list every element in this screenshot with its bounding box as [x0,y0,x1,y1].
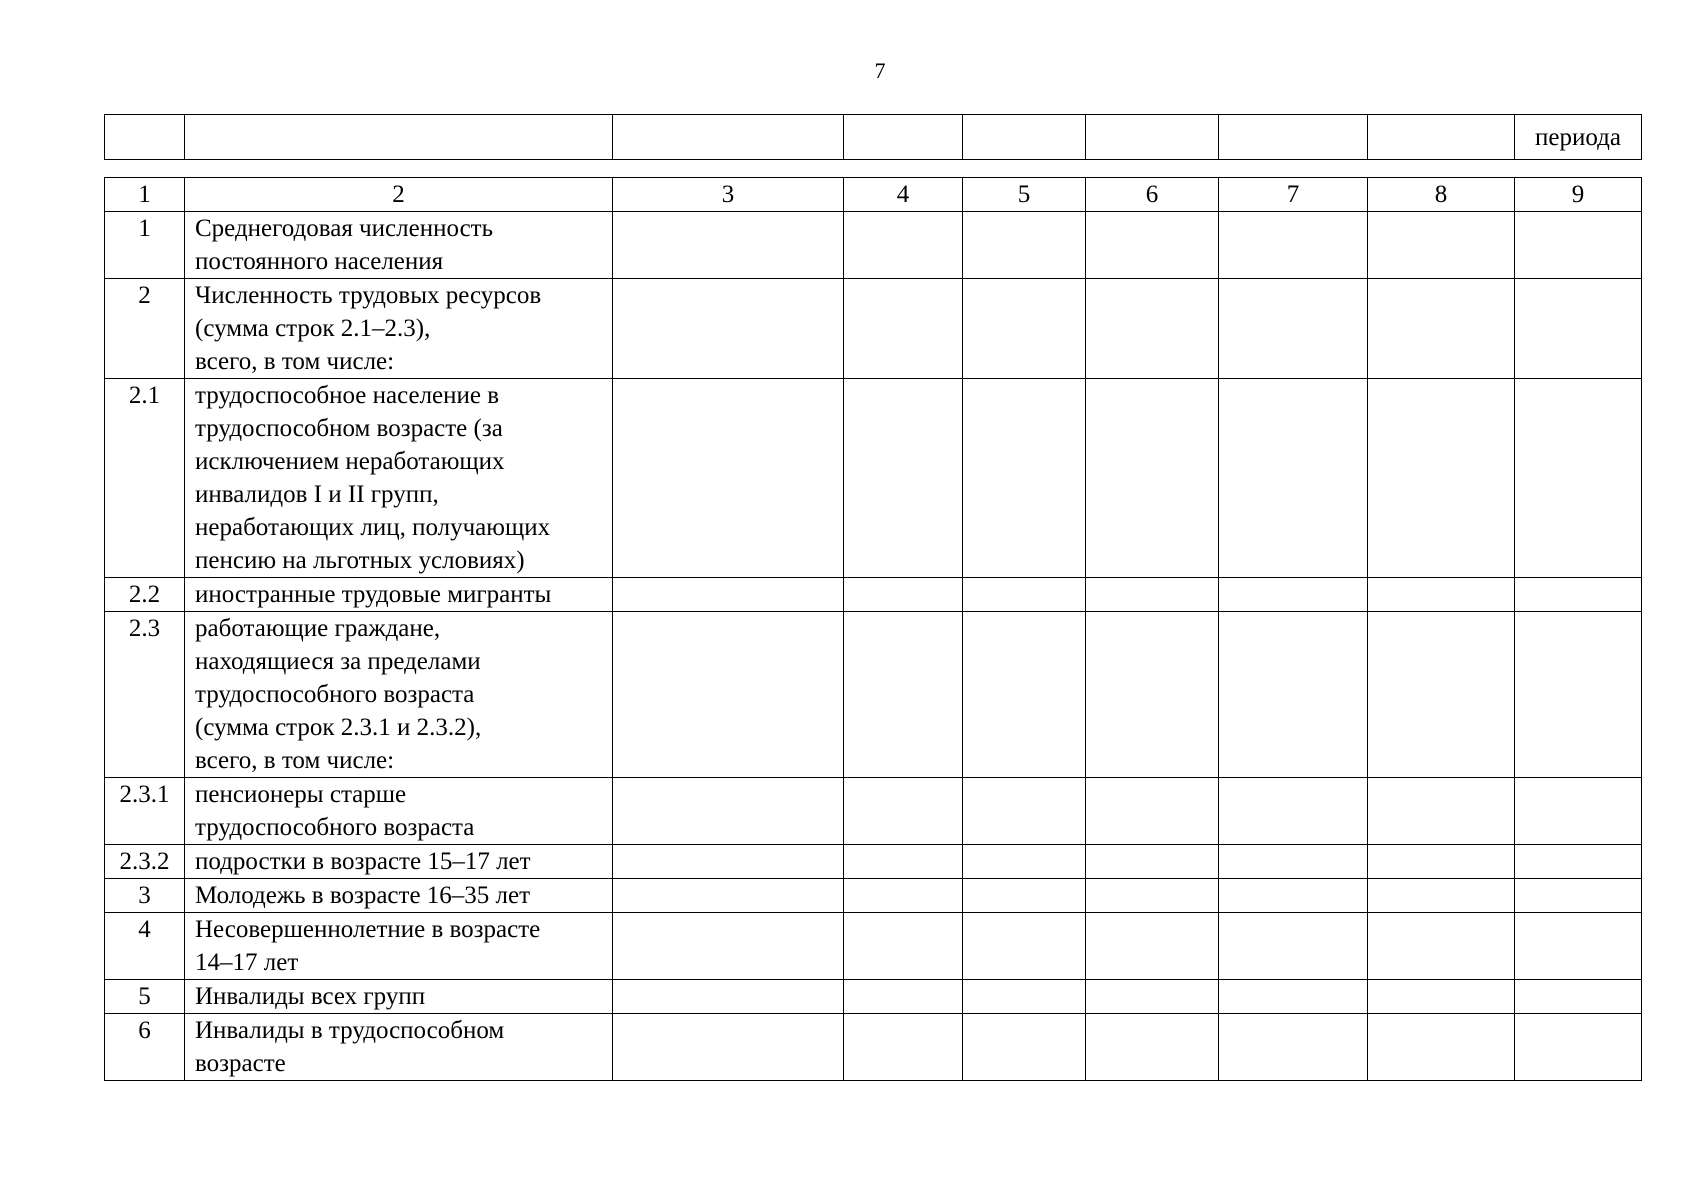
indicator-label-line: 14–17 лет [195,949,299,976]
column-number-cell: 7 [1219,178,1368,212]
value-cell [1368,212,1515,279]
value-cell [1515,578,1642,612]
table-row [105,879,1642,913]
row-number-cell: 2.3 [105,612,185,778]
column-number-cell: 4 [844,178,963,212]
value-cell [1086,212,1219,279]
indicator-label-line: трудоспособного возраста [195,814,475,841]
value-cell [963,845,1086,879]
value-cell [1219,279,1368,379]
value-cell [1515,612,1642,778]
indicator-label-cell [185,212,613,279]
indicator-label-cell [185,879,613,913]
value-cell [1086,778,1219,845]
table-row [105,980,1642,1014]
value-cell [963,980,1086,1014]
value-cell [963,212,1086,279]
indicator-label-cell [185,913,613,980]
value-cell [1219,212,1368,279]
value-cell [613,578,844,612]
value-cell [1219,913,1368,980]
value-cell [844,778,963,845]
value-cell [1515,980,1642,1014]
value-cell [1515,879,1642,913]
value-cell [963,778,1086,845]
column-number-cell: 2 [185,178,613,212]
value-cell [1368,778,1515,845]
header-cell [844,115,963,160]
row-number-cell: 2.3.2 [105,845,185,879]
header-cell [185,115,613,160]
row-number-cell: 5 [105,980,185,1014]
indicator-label-line: трудоспособном возрасте (за [195,415,503,442]
value-cell [1219,879,1368,913]
indicator-label-cell [185,845,613,879]
value-cell [1086,1014,1219,1081]
value-cell [613,1014,844,1081]
value-cell [1515,379,1642,578]
indicator-label-line: постоянного населения [195,248,444,275]
value-cell [963,279,1086,379]
value-cell [1086,279,1219,379]
table-row [105,1014,1642,1081]
indicator-label-line: трудоспособного возраста [195,681,475,708]
value-cell [1219,778,1368,845]
header-cell [1219,115,1368,160]
table-row [105,279,1642,379]
indicator-label-line: Инвалиды всех групп [195,983,426,1010]
row-number-cell: 6 [105,1014,185,1081]
header-cell [1368,115,1515,160]
indicator-label-line: подростки в возрасте 15–17 лет [195,848,531,875]
value-cell [1219,980,1368,1014]
row-number-cell: 2.1 [105,379,185,578]
indicator-label-cell [185,379,613,578]
value-cell [1515,845,1642,879]
indicator-label-line: неработающих лиц, получающих [195,514,551,541]
indicator-label-line: возрасте [195,1050,286,1077]
value-cell [1368,879,1515,913]
indicator-label-line: Среднегодовая численность [195,215,494,242]
value-cell [1515,913,1642,980]
data-table [104,177,1642,1081]
row-number-cell: 2.3.1 [105,778,185,845]
value-cell [963,578,1086,612]
value-cell [844,379,963,578]
header-continuation-row [104,114,1642,160]
value-cell [844,612,963,778]
value-cell [1368,845,1515,879]
row-number-cell: 4 [105,913,185,980]
column-number-cell: 9 [1515,178,1642,212]
value-cell [844,279,963,379]
value-cell [844,578,963,612]
value-cell [613,879,844,913]
column-number-cell: 5 [963,178,1086,212]
indicator-label-line: (сумма строк 2.3.1 и 2.3.2), [195,714,482,741]
value-cell [1086,612,1219,778]
table-row [105,212,1642,279]
indicator-label-line: Молодежь в возрасте 16–35 лет [195,882,531,909]
table-row [105,379,1642,578]
value-cell [963,612,1086,778]
value-cell [1368,578,1515,612]
value-cell [1219,612,1368,778]
row-number-cell: 2.2 [105,578,185,612]
table-row [105,578,1642,612]
header-cell [1086,115,1219,160]
value-cell [1368,913,1515,980]
value-cell [1368,279,1515,379]
indicator-label-line: пенсию на льготных условиях) [195,547,525,574]
value-cell [1219,845,1368,879]
indicator-label-line: (сумма строк 2.1–2.3), [195,315,431,342]
column-number-cell: 1 [105,178,185,212]
value-cell [844,212,963,279]
header-cell [105,115,185,160]
table-row [105,845,1642,879]
value-cell [613,980,844,1014]
value-cell [844,980,963,1014]
row-number-cell: 3 [105,879,185,913]
value-cell [613,612,844,778]
indicator-label-line: работающие граждане, [195,615,441,642]
value-cell [1219,578,1368,612]
indicator-label-cell [185,1014,613,1081]
indicator-label-line: всего, в том числе: [195,747,395,774]
value-cell [1219,1014,1368,1081]
page-number: 7 [874,58,886,83]
value-cell [613,778,844,845]
column-number-cell: 8 [1368,178,1515,212]
value-cell [844,879,963,913]
indicator-label-line: иностранные трудовые мигранты [195,581,552,608]
column-number-cell: 3 [613,178,844,212]
value-cell [1368,612,1515,778]
value-cell [1515,778,1642,845]
value-cell [963,913,1086,980]
value-cell [844,845,963,879]
value-cell [1515,1014,1642,1081]
indicator-label-line: трудоспособное население в [195,382,500,409]
value-cell [1368,1014,1515,1081]
value-cell [1219,379,1368,578]
header-cell: периода [1515,115,1642,160]
value-cell [1515,279,1642,379]
table-row [105,778,1642,845]
indicator-label-line: инвалидов I и II групп, [195,481,439,508]
indicator-label-cell [185,612,613,778]
value-cell [1515,212,1642,279]
value-cell [613,845,844,879]
indicator-label-cell [185,578,613,612]
value-cell [1368,379,1515,578]
value-cell [1086,379,1219,578]
value-cell [613,279,844,379]
value-cell [1368,980,1515,1014]
value-cell [1086,980,1219,1014]
row-number-cell: 1 [105,212,185,279]
indicator-label-cell [185,980,613,1014]
value-cell [1086,913,1219,980]
header-cell [613,115,844,160]
column-number-row [105,178,1642,212]
indicator-label-line: Численность трудовых ресурсов [195,282,542,309]
value-cell [963,879,1086,913]
value-cell [1086,879,1219,913]
column-number-cell: 6 [1086,178,1219,212]
value-cell [613,212,844,279]
indicator-label-line: находящиеся за пределами [195,648,481,675]
indicator-label-line: Несовершеннолетние в возрасте [195,916,541,943]
value-cell [1086,578,1219,612]
value-cell [1086,845,1219,879]
value-cell [613,913,844,980]
indicator-label-cell [185,279,613,379]
value-cell [844,913,963,980]
indicator-label-line: всего, в том числе: [195,348,395,375]
value-cell [963,1014,1086,1081]
indicator-label-cell [185,778,613,845]
value-cell [613,379,844,578]
value-cell [844,1014,963,1081]
row-number-cell: 2 [105,279,185,379]
table-row [105,913,1642,980]
indicator-label-line: исключением неработающих [195,448,505,475]
indicator-label-line: Инвалиды в трудоспособном [195,1017,505,1044]
table-row [105,612,1642,778]
value-cell [963,379,1086,578]
header-cell [963,115,1086,160]
indicator-label-line: пенсионеры старше [195,781,407,808]
